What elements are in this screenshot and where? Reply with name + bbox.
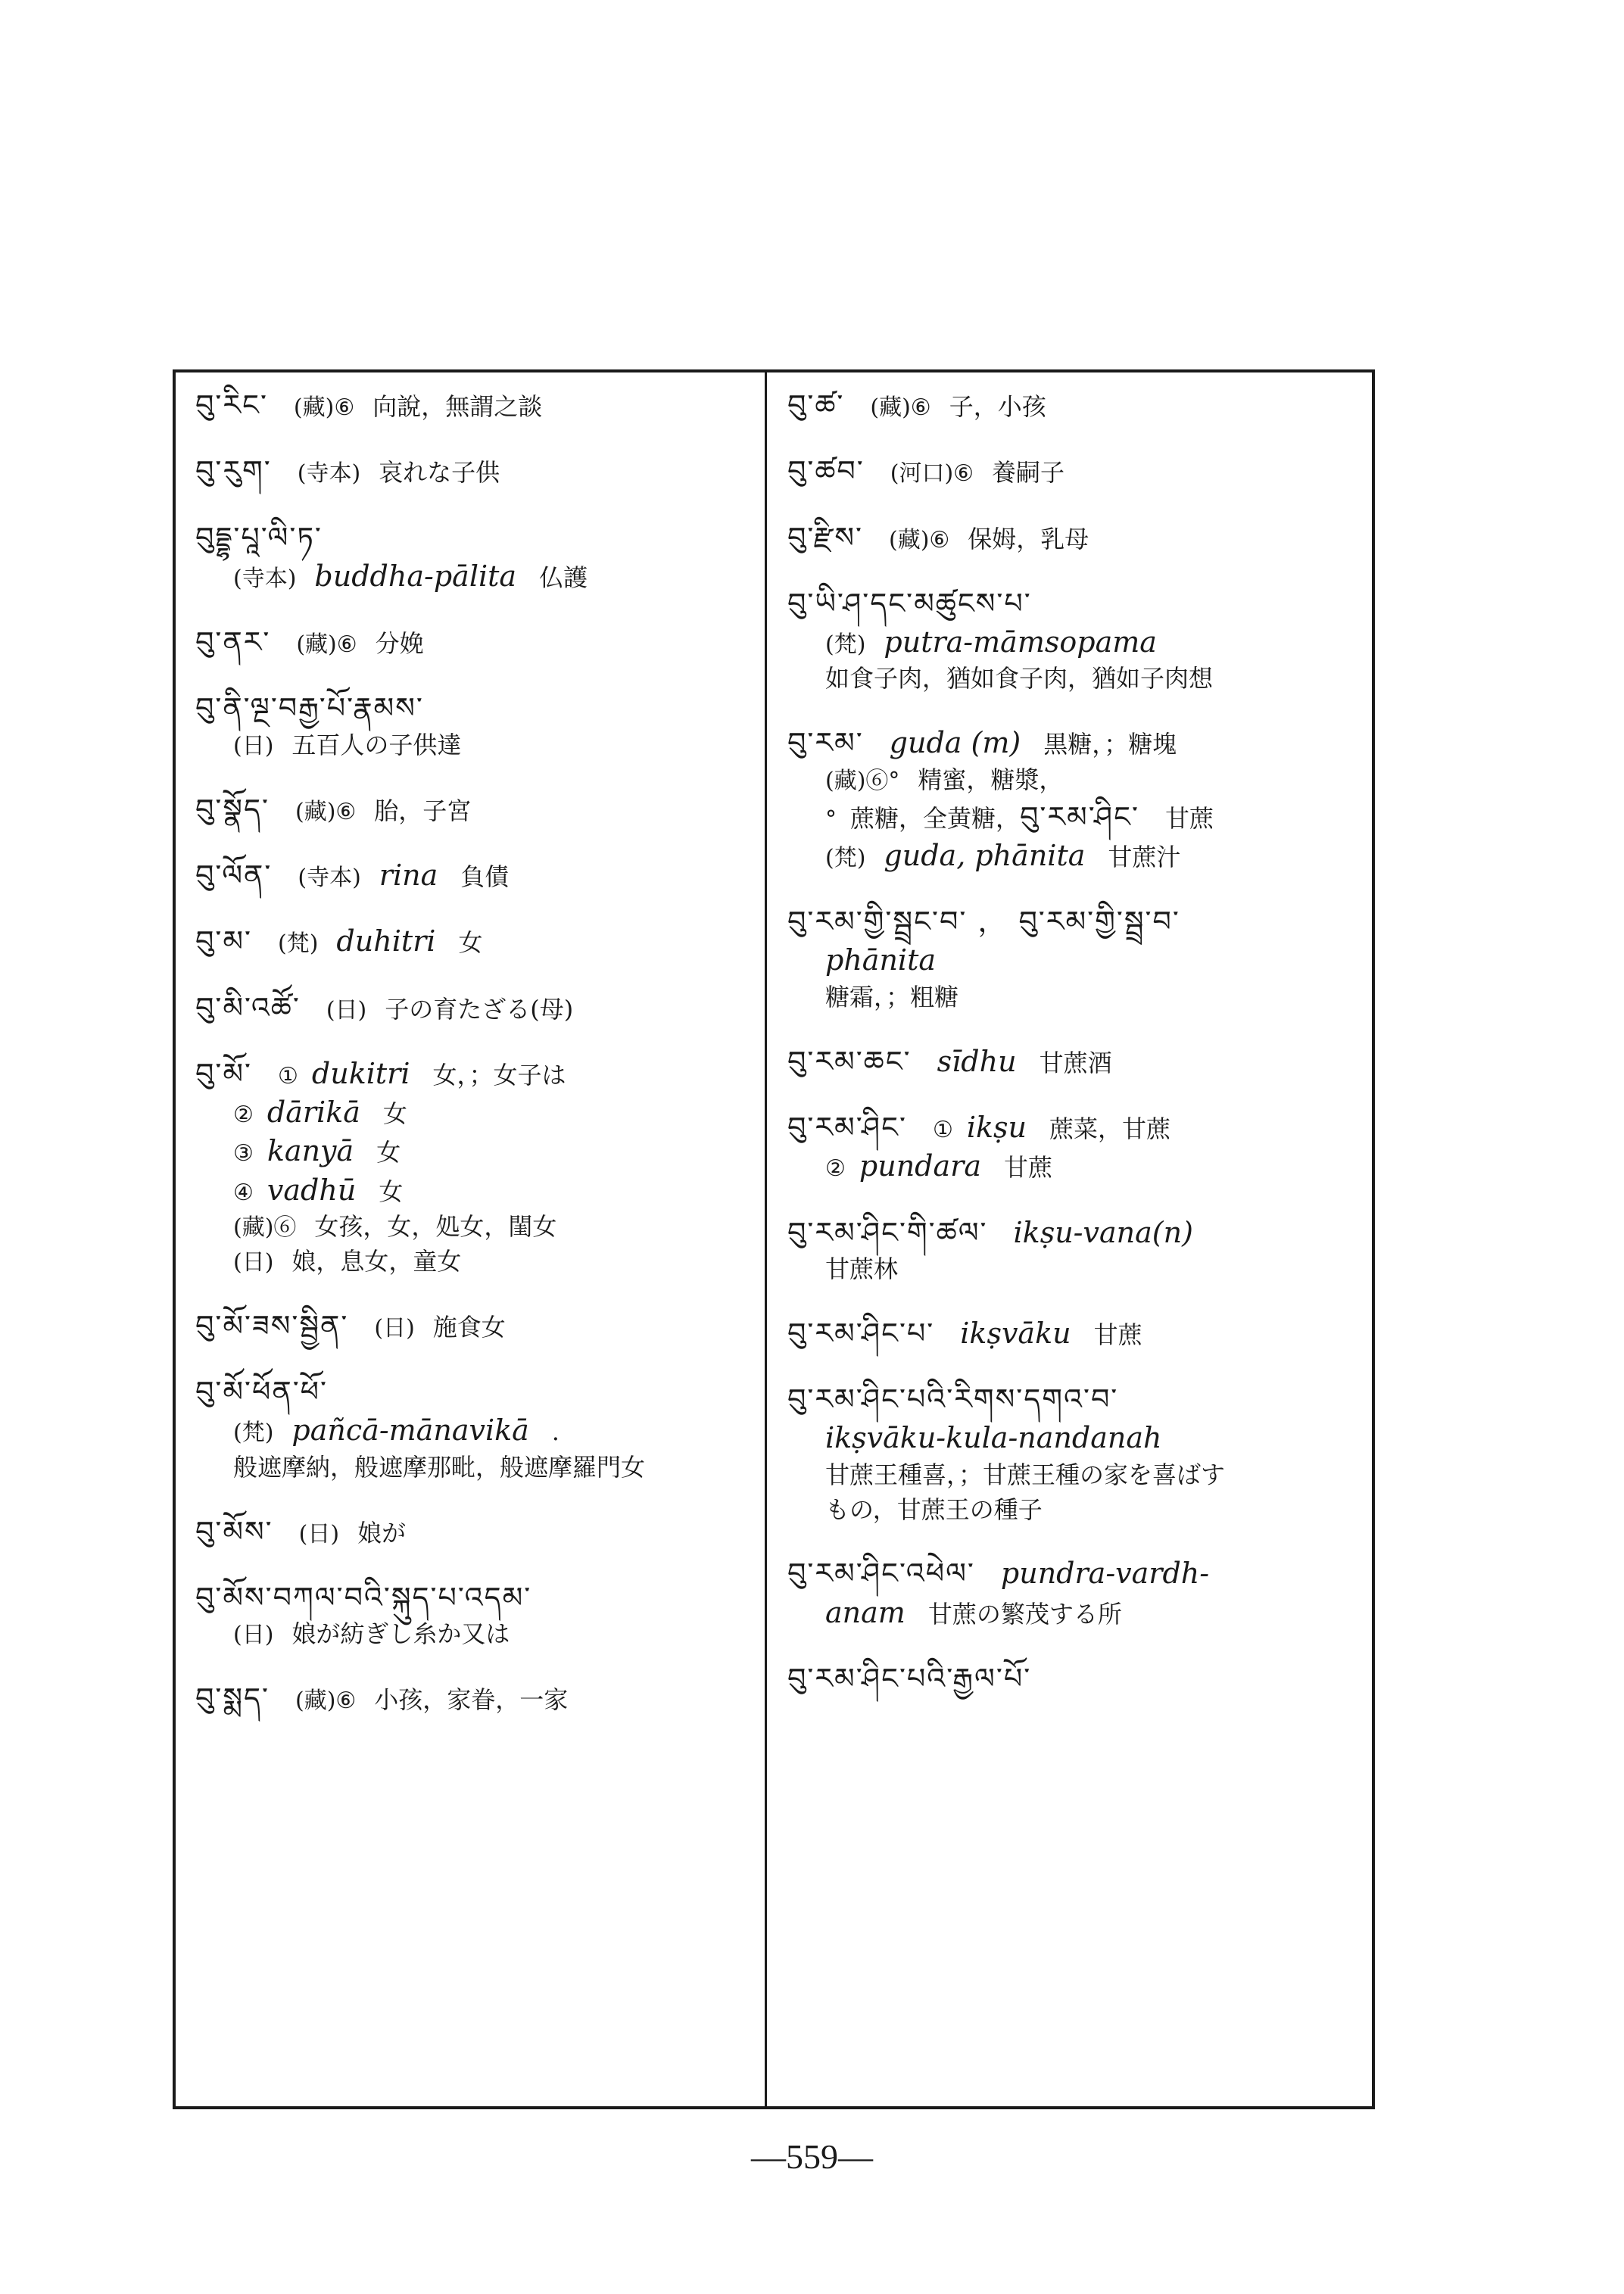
gloss-text: 甘蔗 xyxy=(1093,1320,1142,1349)
gloss-text: 甘蔗 xyxy=(1003,1153,1052,1183)
sanskrit-term: guda (m) xyxy=(889,726,1021,760)
tibetan-headword: བུ་ལོན་ xyxy=(195,858,273,892)
entry-headline xyxy=(195,1307,756,1345)
dictionary-entry xyxy=(195,386,756,425)
tibetan-headword: བུ་མོ་ཟས་སྦྱིན་ xyxy=(195,1308,349,1342)
source-tag: (日) xyxy=(298,1520,340,1548)
dictionary-entry xyxy=(787,519,1363,557)
dictionary-entry xyxy=(787,1214,1363,1287)
sanskrit-term: pundara xyxy=(859,1149,981,1183)
dictionary-entry xyxy=(195,689,756,762)
tibetan-headword: བུ་རམ་གྱི་སྦྲང་བ་ ， བུ་རམ་གྱི་སྦྲ་བ་ xyxy=(787,905,1180,939)
source-tag: (日) xyxy=(326,996,367,1024)
dictionary-entry xyxy=(195,1579,756,1652)
gloss-text: 五百人の子供達 xyxy=(291,730,462,759)
entry-headline xyxy=(787,1314,1363,1353)
dictionary-entry xyxy=(787,584,1363,697)
gloss-text: 仏護 xyxy=(539,563,588,592)
entry-headline xyxy=(195,519,756,557)
gloss-text: 娘が xyxy=(357,1518,407,1548)
entry-subline xyxy=(195,1411,756,1450)
gloss-text: もの，甘蔗王の種子 xyxy=(825,1495,1043,1524)
tibetan-headword: བུ་སྣོད་ xyxy=(195,792,270,826)
dictionary-entry xyxy=(787,1043,1363,1081)
tibetan-headword: བུ་ནར་ xyxy=(195,625,271,659)
gloss-text: 蔗菜，甘蔗 xyxy=(1049,1114,1171,1143)
dictionary-entry xyxy=(787,386,1363,425)
entry-subline xyxy=(787,1419,1363,1457)
entry-subline xyxy=(195,1093,756,1132)
entry-headline xyxy=(195,922,756,961)
dictionary-entry xyxy=(787,724,1363,875)
sanskrit-term: buddha-pālita xyxy=(314,559,517,593)
source-tag: (藏)⑥ xyxy=(870,394,931,421)
tibetan-headword: བུ་མོ་ xyxy=(195,1056,252,1090)
sense-marker: ④ xyxy=(233,1179,254,1206)
gloss-text: 小孩，家眷，一家 xyxy=(374,1685,569,1715)
tibetan-headword: བུ་རམ་ཤིང་ xyxy=(1020,799,1139,834)
gloss-text: 女 xyxy=(382,1099,407,1129)
gloss-text: 施食女 xyxy=(432,1312,506,1342)
gloss-text: 負債 xyxy=(460,862,510,891)
gloss-text: 向說，無謂之談 xyxy=(372,392,543,421)
entry-subline xyxy=(195,1210,756,1245)
entry-headline xyxy=(195,1373,756,1411)
entry-subline xyxy=(787,837,1363,875)
gloss-text: 如食子肉，猶如食子肉，猶如子肉想 xyxy=(825,664,1214,693)
gloss-text: 甘蔗汁 xyxy=(1108,842,1181,871)
entry-subline xyxy=(195,1245,756,1279)
gloss-text: 子，小孩 xyxy=(949,392,1046,421)
entry-headline xyxy=(787,1214,1363,1252)
left-column xyxy=(195,386,756,1745)
gloss-text: 女 xyxy=(458,928,483,958)
dictionary-entry xyxy=(195,856,756,895)
gloss-text: 胎，子宮 xyxy=(374,796,472,825)
gloss-text: 蔗糖，全黄糖， xyxy=(850,803,1021,833)
gloss-text: 糖霜，；粗糖 xyxy=(825,982,959,1011)
tibetan-headword: བུ་ཚ་ xyxy=(787,388,845,422)
gloss-text: 甘蔗 xyxy=(1164,803,1214,833)
tibetan-headword: བུ་རམ་ཆང་ xyxy=(787,1044,912,1078)
dictionary-entry xyxy=(787,1380,1363,1527)
dictionary-entry xyxy=(787,1108,1363,1186)
entry-headline xyxy=(195,790,756,829)
gloss-text: . xyxy=(551,1417,560,1447)
gloss-text: 女，；女子は xyxy=(432,1060,566,1089)
sanskrit-term: duhitri xyxy=(336,924,436,958)
source-tag: (梵) xyxy=(278,930,319,958)
tibetan-headword: བུ་མ་ xyxy=(195,924,252,958)
tibetan-headword: བུ་མོ་ཕོན་ཕོ་ xyxy=(195,1375,329,1409)
gloss-text: 女 xyxy=(376,1138,401,1167)
source-tag: (藏)⑥ xyxy=(295,1688,357,1715)
gloss-text: 精蜜，糖漿， xyxy=(918,765,1064,794)
tibetan-headword: བུ་མོས་བཀལ་བའི་སྐུད་པ་འདམ་ xyxy=(195,1580,532,1614)
sense-marker: ③ xyxy=(233,1140,254,1167)
dictionary-entry xyxy=(787,902,1363,1015)
tibetan-headword: བུ་རམ་ཤིང་ xyxy=(787,1110,907,1144)
entry-headline xyxy=(195,386,756,425)
source-tag: (日) xyxy=(233,732,274,759)
dictionary-entry xyxy=(195,1373,756,1485)
source-tag: (寺本) xyxy=(297,460,361,488)
entry-headline xyxy=(787,1660,1363,1698)
dictionary-entry xyxy=(195,452,756,491)
tibetan-headword: བུ་རམ་ xyxy=(787,726,864,760)
entry-headline xyxy=(787,1043,1363,1081)
source-tag: (藏)⑥ xyxy=(295,798,357,825)
entry-headline xyxy=(787,1380,1363,1419)
sense-marker: ① xyxy=(932,1116,953,1143)
dictionary-entry xyxy=(195,1055,756,1279)
gloss-text: 娘が紡ぎし糸か又は xyxy=(291,1619,510,1649)
tibetan-headword: བུ་མི་འཚོ་ xyxy=(195,990,301,1024)
entry-headline xyxy=(787,519,1363,557)
gloss-text: 哀れな子供 xyxy=(379,458,500,488)
source-tag: (梵) xyxy=(233,1420,274,1447)
entry-headline xyxy=(787,1108,1363,1147)
right-column xyxy=(787,386,1363,1725)
entry-subline xyxy=(787,1493,1363,1528)
source-tag: (梵) xyxy=(825,631,866,659)
dictionary-entry xyxy=(195,922,756,961)
source-tag: (藏)⑥ xyxy=(888,526,950,553)
tibetan-headword: བུ་ནི་ལྔ་བརྒྱ་པོ་རྣམས་ xyxy=(195,691,424,725)
sanskrit-term: ikṣu-vana(n) xyxy=(1013,1215,1193,1249)
gloss-text: 般遮摩納，般遮摩那毗，般遮摩羅門女 xyxy=(233,1452,646,1482)
entry-headline xyxy=(195,1055,756,1093)
tibetan-headword: བུ་མོས་ xyxy=(195,1514,273,1548)
sanskrit-term: guda, phānita xyxy=(884,838,1086,872)
entry-headline xyxy=(195,1579,756,1617)
entry-headline xyxy=(787,724,1363,762)
page-number: —559— xyxy=(751,2137,873,2176)
dictionary-entry xyxy=(195,1307,756,1345)
sense-marker: ② xyxy=(233,1102,254,1129)
entry-headline xyxy=(787,584,1363,623)
entry-subline xyxy=(787,1594,1363,1632)
sanskrit-term: rina xyxy=(379,858,438,892)
gloss-text: 子の育たざる(母) xyxy=(385,994,574,1024)
entry-subline xyxy=(787,763,1363,798)
entry-subline xyxy=(787,1252,1363,1287)
sanskrit-term: ikṣu xyxy=(966,1110,1027,1144)
entry-headline xyxy=(195,689,756,728)
source-tag: (寺本) xyxy=(233,565,297,592)
entry-subline xyxy=(787,798,1363,837)
source-tag: (河口)⑥ xyxy=(890,460,974,488)
entry-headline xyxy=(195,452,756,491)
gloss-text: 保姆，乳母 xyxy=(968,524,1089,553)
sanskrit-term: anam xyxy=(825,1595,906,1629)
tibetan-headword: བུ་ཡི་ཤ་དང་མཚུངས་པ་ xyxy=(787,586,1032,620)
entry-headline xyxy=(787,386,1363,425)
entry-headline xyxy=(195,1513,756,1551)
source-tag: (藏)⑥ xyxy=(233,1214,297,1242)
gloss-text: 甘蔗林 xyxy=(825,1254,899,1283)
dictionary-entry xyxy=(195,623,756,662)
source-tag: (藏)⑥ xyxy=(296,631,357,659)
entry-headline xyxy=(787,1554,1363,1593)
tibetan-headword: བུདྡྷ་པཱ་ལི་ཏ་ xyxy=(195,520,323,554)
entry-subline xyxy=(195,557,756,596)
source-tag: (日) xyxy=(233,1622,274,1649)
source-tag: (日) xyxy=(374,1314,415,1342)
dictionary-entry xyxy=(195,989,756,1027)
entry-subline xyxy=(787,662,1363,697)
entry-subline xyxy=(195,1132,756,1170)
column-divider xyxy=(765,369,767,2109)
tibetan-headword: བུ་རམ་ཤིང་པའི་རིགས་དགའ་བ་ xyxy=(787,1382,1119,1417)
entry-headline xyxy=(195,989,756,1027)
tibetan-headword: བུ་རིང་ xyxy=(195,388,268,422)
dictionary-entry xyxy=(787,1314,1363,1353)
entry-subline xyxy=(195,1451,756,1485)
sanskrit-term: putra-māmsopama xyxy=(884,625,1157,659)
entry-subline xyxy=(195,1617,756,1652)
dictionary-entry xyxy=(787,1660,1363,1698)
source-tag: (藏)⑥° xyxy=(825,767,900,794)
tibetan-headword: བུ་རུག་ xyxy=(195,454,272,488)
source-tag: (寺本) xyxy=(298,864,361,891)
source-tag: (藏)⑥ xyxy=(293,394,355,421)
entry-headline xyxy=(195,1679,756,1718)
dictionary-entry xyxy=(195,1513,756,1551)
source-tag: (日) xyxy=(233,1248,274,1276)
gloss-text: 女孩，女，処女，閨女 xyxy=(314,1212,557,1242)
sanskrit-term: pañcā-mānavikā xyxy=(291,1413,529,1448)
tibetan-headword: བུ་རམ་ཤིང་པའི་རྒྱལ་པོ་ xyxy=(787,1661,1032,1695)
dictionary-entry xyxy=(195,1679,756,1718)
gloss-text: 養嗣子 xyxy=(992,458,1065,488)
entry-subline xyxy=(787,980,1363,1015)
sanskrit-term: ikṣvāku xyxy=(960,1316,1071,1350)
sanskrit-term: sīdhu xyxy=(937,1044,1017,1078)
source-tag: (梵) xyxy=(825,844,866,871)
sense-marker: ° xyxy=(825,806,837,833)
entry-headline xyxy=(787,902,1363,941)
dictionary-entry xyxy=(195,519,756,597)
tibetan-headword: བུ་རྫིས་ xyxy=(787,520,863,554)
entry-headline xyxy=(787,452,1363,491)
tibetan-headword: བུ་རམ་ཤིང་གི་ཚལ་ xyxy=(787,1215,988,1249)
entry-subline xyxy=(787,941,1363,980)
gloss-text: 分娩 xyxy=(375,629,424,659)
tibetan-headword: བུ་རམ་ཤིང་པ་ xyxy=(787,1316,935,1350)
gloss-text: 娘，息女，童女 xyxy=(291,1246,462,1276)
entry-headline xyxy=(195,623,756,662)
gloss-text: 女 xyxy=(379,1177,404,1206)
gloss-text: 甘蔗酒 xyxy=(1039,1048,1112,1077)
entry-subline xyxy=(787,623,1363,662)
tibetan-headword: བུ་ཚབ་ xyxy=(787,454,865,488)
gloss-text: 甘蔗王種喜，；甘蔗王種の家を喜ばす xyxy=(825,1460,1226,1489)
sanskrit-term: dārikā xyxy=(267,1096,360,1130)
sanskrit-term: kanyā xyxy=(267,1134,354,1168)
sanskrit-term: vadhū xyxy=(267,1173,357,1207)
sense-marker: ② xyxy=(825,1155,846,1183)
entry-subline xyxy=(787,1458,1363,1493)
sanskrit-term: phānita xyxy=(825,943,937,977)
dictionary-entry xyxy=(787,1554,1363,1632)
dictionary-entry xyxy=(787,452,1363,491)
dictionary-entry xyxy=(195,790,756,829)
entry-subline xyxy=(195,1171,756,1210)
gloss-text: 甘蔗の繁茂する所 xyxy=(927,1599,1122,1629)
entry-headline xyxy=(195,856,756,895)
tibetan-headword: བུ་སྨད་ xyxy=(195,1682,270,1716)
sanskrit-term: pundra-vardh- xyxy=(1000,1557,1210,1591)
gloss-text: 黒糖，；糖塊 xyxy=(1043,730,1177,759)
sanskrit-term: dukitri xyxy=(311,1056,410,1090)
sense-marker: ① xyxy=(278,1062,298,1089)
tibetan-headword: བུ་རམ་ཤིང་འཕེལ་ xyxy=(787,1557,975,1591)
sanskrit-term: ikṣvāku-kula-nandanah xyxy=(825,1421,1162,1455)
entry-subline xyxy=(195,728,756,763)
entry-subline xyxy=(787,1147,1363,1186)
